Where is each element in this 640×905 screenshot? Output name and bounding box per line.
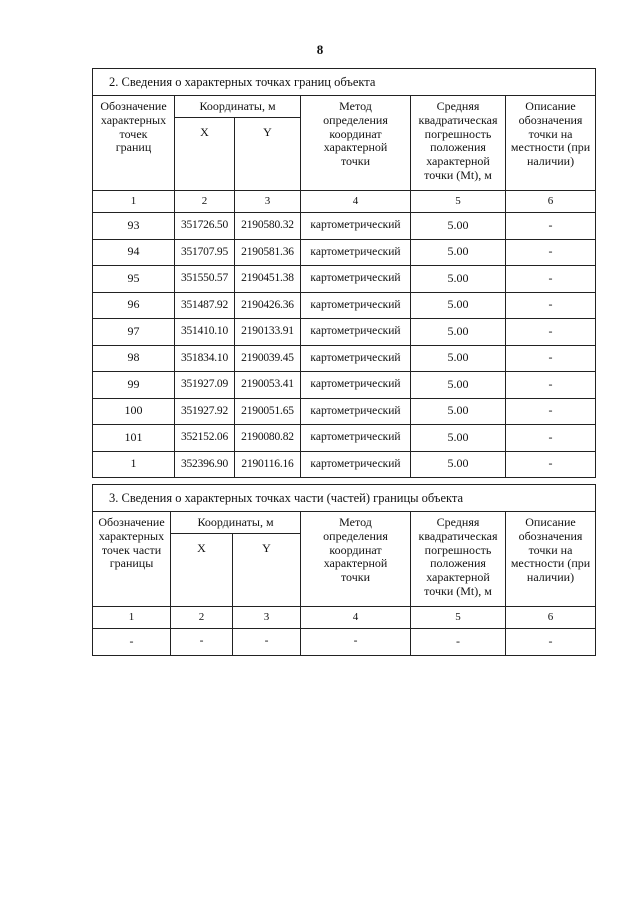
x-coord-cell: - <box>171 629 233 656</box>
header-line: погрешность <box>424 542 492 557</box>
column-number: 6 <box>506 607 596 629</box>
table-row <box>93 292 596 319</box>
header-line: Описание <box>525 515 576 529</box>
header-line: Средняя <box>436 515 480 529</box>
header-line: характерных <box>100 112 167 127</box>
section-title: 3. Сведения о характерных точках части (частей) границы объекта <box>93 485 596 512</box>
point-cell: 96 <box>93 292 175 319</box>
header-error <box>411 96 506 191</box>
point-cell: - <box>93 629 171 656</box>
header-line: погрешность <box>424 126 492 141</box>
point-cell: 99 <box>93 372 175 399</box>
header-description <box>506 512 596 607</box>
y-coord-cell: 2190580.32 <box>235 213 301 240</box>
header-line: определения <box>323 528 388 543</box>
x-coord-cell: 351927.09 <box>175 372 235 399</box>
column-number: 1 <box>93 191 175 213</box>
method-cell: картометрический <box>301 213 411 240</box>
method-cell: картометрический <box>301 345 411 372</box>
description-cell: - <box>506 425 596 452</box>
column-number: 6 <box>506 191 596 213</box>
header-method <box>301 512 411 607</box>
table-section-2 <box>92 68 596 478</box>
x-coord-cell: 351726.50 <box>175 213 235 240</box>
header-coordinates: Координаты, м <box>175 96 301 118</box>
header-line: обозначения <box>518 528 583 543</box>
description-cell: - <box>506 372 596 399</box>
method-cell: картометрический <box>301 398 411 425</box>
method-cell: картометрический <box>301 266 411 293</box>
y-coord-cell: 2190451.38 <box>235 266 301 293</box>
header-line: Метод <box>339 99 372 113</box>
x-coord-cell: 351707.95 <box>175 239 235 266</box>
error-cell: 5.00 <box>411 345 506 372</box>
description-cell: - <box>506 398 596 425</box>
header-line: характерной <box>426 154 490 169</box>
header-line: определения <box>323 112 388 127</box>
header-line: точки на <box>528 126 573 141</box>
point-cell: 94 <box>93 239 175 266</box>
error-cell: 5.00 <box>411 398 506 425</box>
header-line: точек части <box>101 542 162 557</box>
table-row <box>93 398 596 425</box>
column-numbers-row <box>93 607 596 629</box>
point-cell: 1 <box>93 451 175 478</box>
error-cell: 5.00 <box>411 319 506 346</box>
header-line: Метод <box>339 515 372 529</box>
header-y: Y <box>233 534 301 607</box>
y-coord-cell: 2190080.82 <box>235 425 301 452</box>
x-coord-cell: 351834.10 <box>175 345 235 372</box>
header-line: положения <box>430 556 486 571</box>
point-cell: 97 <box>93 319 175 346</box>
description-cell: - <box>506 239 596 266</box>
header-line: Обозначение <box>98 515 165 529</box>
description-cell: - <box>506 213 596 240</box>
header-line: характерных <box>98 528 165 543</box>
header-line: точки на <box>528 542 573 557</box>
header-point-label <box>93 96 175 191</box>
header-error <box>411 512 506 607</box>
table-row <box>93 239 596 266</box>
x-coord-cell: 351927.92 <box>175 398 235 425</box>
method-cell: картометрический <box>301 425 411 452</box>
error-cell: 5.00 <box>411 266 506 293</box>
header-coordinates: Координаты, м <box>171 512 301 534</box>
y-coord-cell: 2190051.65 <box>235 398 301 425</box>
method-cell: картометрический <box>301 239 411 266</box>
header-line: положения <box>430 140 486 155</box>
header-line: точек <box>119 126 148 141</box>
table-row <box>93 213 596 240</box>
header-line: точки (Mt), м <box>424 167 492 182</box>
method-cell: картометрический <box>301 292 411 319</box>
y-coord-cell: 2190039.45 <box>235 345 301 372</box>
header-method <box>301 96 411 191</box>
column-number: 5 <box>411 607 506 629</box>
header-line: точки (Mt), м <box>424 583 492 598</box>
header-line: характерной <box>323 140 388 155</box>
x-coord-cell: 352396.90 <box>175 451 235 478</box>
method-cell: картометрический <box>301 372 411 399</box>
table-row <box>93 451 596 478</box>
table-row <box>93 345 596 372</box>
y-coord-cell: 2190581.36 <box>235 239 301 266</box>
header-line: характерной <box>323 556 388 571</box>
header-line: квадратическая <box>418 528 498 543</box>
table-row <box>93 319 596 346</box>
header-line: Средняя <box>436 99 480 113</box>
column-number: 2 <box>171 607 233 629</box>
column-number: 4 <box>301 607 411 629</box>
error-cell: 5.00 <box>411 239 506 266</box>
column-number: 4 <box>301 191 411 213</box>
header-line: границы <box>109 556 154 571</box>
description-cell: - <box>506 451 596 478</box>
header-line: точки <box>340 154 371 169</box>
header-line: Описание <box>525 99 576 113</box>
header-x: X <box>171 534 233 607</box>
error-cell: 5.00 <box>411 425 506 452</box>
y-coord-cell: 2190133.91 <box>235 319 301 346</box>
column-numbers-row <box>93 191 596 213</box>
header-line: координат <box>329 542 382 557</box>
header-line: наличии) <box>526 570 575 585</box>
table-row <box>93 425 596 452</box>
table-row <box>93 372 596 399</box>
section-title: 2. Сведения о характерных точках границ объекта <box>93 69 596 96</box>
column-number: 2 <box>175 191 235 213</box>
table-section-3 <box>92 484 596 656</box>
point-cell: 100 <box>93 398 175 425</box>
error-cell: 5.00 <box>411 213 506 240</box>
x-coord-cell: 351410.10 <box>175 319 235 346</box>
description-cell: - <box>506 292 596 319</box>
page-number: 8 <box>316 42 324 57</box>
description-cell: - <box>506 319 596 346</box>
column-number: 3 <box>233 607 301 629</box>
header-x: X <box>175 118 235 191</box>
point-cell: 98 <box>93 345 175 372</box>
error-cell: 5.00 <box>411 372 506 399</box>
header-line: границ <box>115 140 152 155</box>
column-number: 5 <box>411 191 506 213</box>
header-line: характерной <box>426 570 490 585</box>
y-coord-cell: 2190116.16 <box>235 451 301 478</box>
y-coord-cell: 2190426.36 <box>235 292 301 319</box>
y-coord-cell: 2190053.41 <box>235 372 301 399</box>
header-line: обозначения <box>518 112 583 127</box>
header-line: квадратическая <box>418 112 498 127</box>
method-cell: картометрический <box>301 451 411 478</box>
description-cell: - <box>506 345 596 372</box>
header-line: местности (при <box>510 556 591 571</box>
description-cell: - <box>506 629 596 656</box>
header-line: Обозначение <box>100 99 167 113</box>
error-cell: 5.00 <box>411 451 506 478</box>
point-cell: 101 <box>93 425 175 452</box>
header-line: координат <box>329 126 382 141</box>
method-cell: картометрический <box>301 319 411 346</box>
table-row <box>93 629 596 656</box>
point-cell: 93 <box>93 213 175 240</box>
header-point-label <box>93 512 171 607</box>
x-coord-cell: 352152.06 <box>175 425 235 452</box>
header-line: точки <box>340 570 371 585</box>
header-line: наличии) <box>526 154 575 169</box>
error-cell: - <box>411 629 506 656</box>
y-coord-cell: - <box>233 629 301 656</box>
header-description <box>506 96 596 191</box>
error-cell: 5.00 <box>411 292 506 319</box>
table-row <box>93 266 596 293</box>
point-cell: 95 <box>93 266 175 293</box>
header-y: Y <box>235 118 301 191</box>
description-cell: - <box>506 266 596 293</box>
column-number: 1 <box>93 607 171 629</box>
x-coord-cell: 351487.92 <box>175 292 235 319</box>
x-coord-cell: 351550.57 <box>175 266 235 293</box>
method-cell: - <box>301 629 411 656</box>
column-number: 3 <box>235 191 301 213</box>
header-line: местности (при <box>510 140 591 155</box>
